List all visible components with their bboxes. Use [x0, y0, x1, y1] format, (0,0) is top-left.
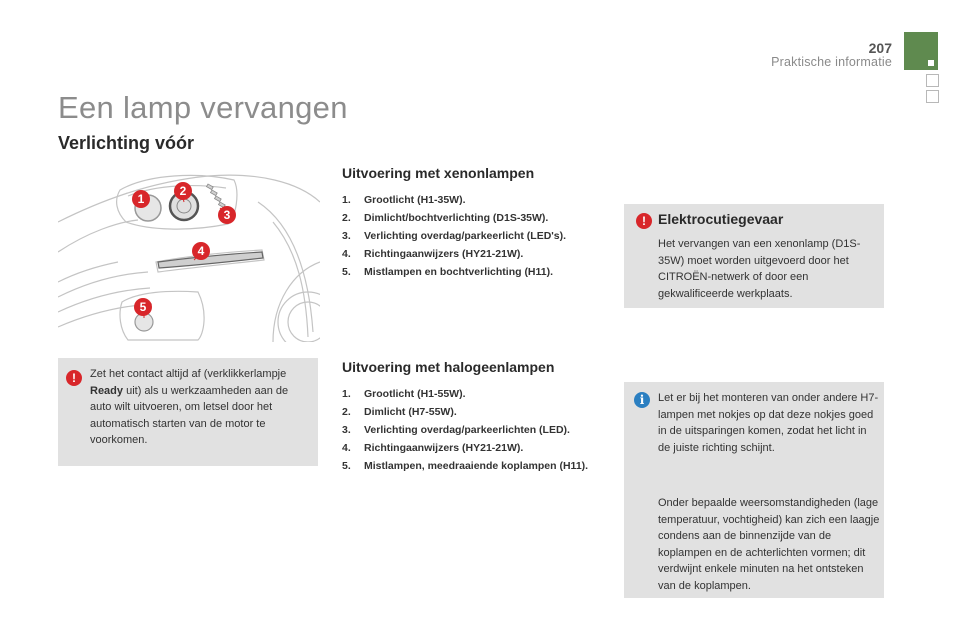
item-text: Richtingaanwijzers (HY21-21W).: [364, 248, 524, 260]
chapter-tab: [904, 32, 938, 70]
electrocution-title: Elektrocutiegevaar: [658, 211, 784, 227]
item-text: Mistlampen en bochtverlichting (H11).: [364, 266, 554, 278]
item-number: 1.: [342, 388, 351, 400]
electrocution-warning-box: [624, 204, 884, 308]
item-text: Dimlicht/bochtverlichting (D1S-35W).: [364, 212, 549, 224]
list-item: [342, 211, 612, 226]
callout-5: 5: [134, 298, 152, 316]
item-number: 1.: [342, 194, 351, 206]
list-item: [342, 459, 602, 474]
chapter-tab-empty: [926, 90, 939, 103]
item-number: 3.: [342, 230, 351, 242]
list-item: [342, 229, 612, 244]
item-text: Dimlicht (H7-55W).: [364, 406, 457, 418]
item-number: 2.: [342, 212, 351, 224]
section-subtitle: Verlichting vóór: [58, 133, 195, 153]
list-item: [342, 265, 612, 280]
callout-4: 4: [192, 242, 210, 260]
item-number: 4.: [342, 248, 351, 260]
item-text: Grootlicht (H1-35W).: [364, 194, 466, 206]
item-number: 2.: [342, 406, 351, 418]
warning-icon: !: [636, 213, 652, 229]
item-text: Verlichting overdag/parkeerlicht (LED's).: [364, 230, 567, 242]
callout-2: 2: [174, 182, 192, 200]
warning-text-ready: Ready: [90, 384, 124, 397]
callout-1: 1: [132, 190, 150, 208]
list-item: [342, 423, 602, 438]
item-number: 5.: [342, 460, 351, 472]
item-text: Verlichting overdag/parkeerlichten (LED).: [364, 424, 570, 436]
xenon-heading: Uitvoering met xenonlampen: [342, 165, 535, 181]
xenon-section: [342, 165, 612, 283]
info-paragraph-1: Let er bij het monteren van onder andere H7-lampen met nokjes op dat deze nokjes goed in de uitsparingen komen, zodat het licht in de juiste richting schijnt.: [658, 392, 879, 454]
item-number: 3.: [342, 424, 351, 436]
chapter-tab-marker: [928, 60, 934, 66]
page-title: Een lamp vervangen: [58, 90, 348, 125]
info-box: [624, 382, 884, 598]
page-number: 207: [868, 40, 892, 56]
warning-text-part: Zet het contact altijd af (verklikkerlampje: [90, 368, 287, 380]
item-text: Grootlicht (H1-55W).: [364, 388, 466, 400]
ignition-warning-box: [58, 358, 318, 466]
item-text: Mistlampen, meedraaiende koplampen (H11).: [364, 460, 589, 472]
xenon-lamp-list: [342, 193, 612, 280]
headlamp-illustration: [58, 162, 320, 342]
info-icon: i: [634, 392, 650, 408]
item-text: Richtingaanwijzers (HY21-21W).: [364, 442, 524, 454]
electrocution-text: Het vervangen van een xenonlamp (D1S-35W) moet worden uitgevoerd door het CITROËN-netwerk of door een gekwalificeerde werkplaats.: [658, 238, 861, 300]
chapter-tab-empty: [926, 74, 939, 87]
list-item: [342, 193, 612, 208]
halogen-heading: Uitvoering met halogeenlampen: [342, 359, 555, 375]
ignition-warning-text: [90, 366, 312, 449]
info-paragraph-2: Onder bepaalde weersomstandigheden (lage temperatuur, vochtigheid) kan zich een laagje condens aan de binnenzijde van de koplampen en de achterlichten vormen; dit verdwijnt enkele minuten na het ontsteken van de koplampen.: [658, 497, 880, 592]
halogen-section: [342, 359, 602, 477]
list-item: [342, 405, 602, 420]
list-item: [342, 387, 602, 402]
halogen-lamp-list: [342, 387, 602, 474]
list-item: [342, 441, 602, 456]
callout-3: 3: [218, 206, 236, 224]
item-number: 5.: [342, 266, 351, 278]
warning-icon: !: [66, 370, 82, 386]
warning-text-part: uit) als u werkzaamheden aan de auto wilt uitvoeren, om letsel door het automatisch starten van de motor te voorkomen.: [90, 384, 289, 446]
item-number: 4.: [342, 442, 351, 454]
list-item: [342, 247, 612, 262]
section-name: Praktische informatie: [771, 55, 892, 69]
